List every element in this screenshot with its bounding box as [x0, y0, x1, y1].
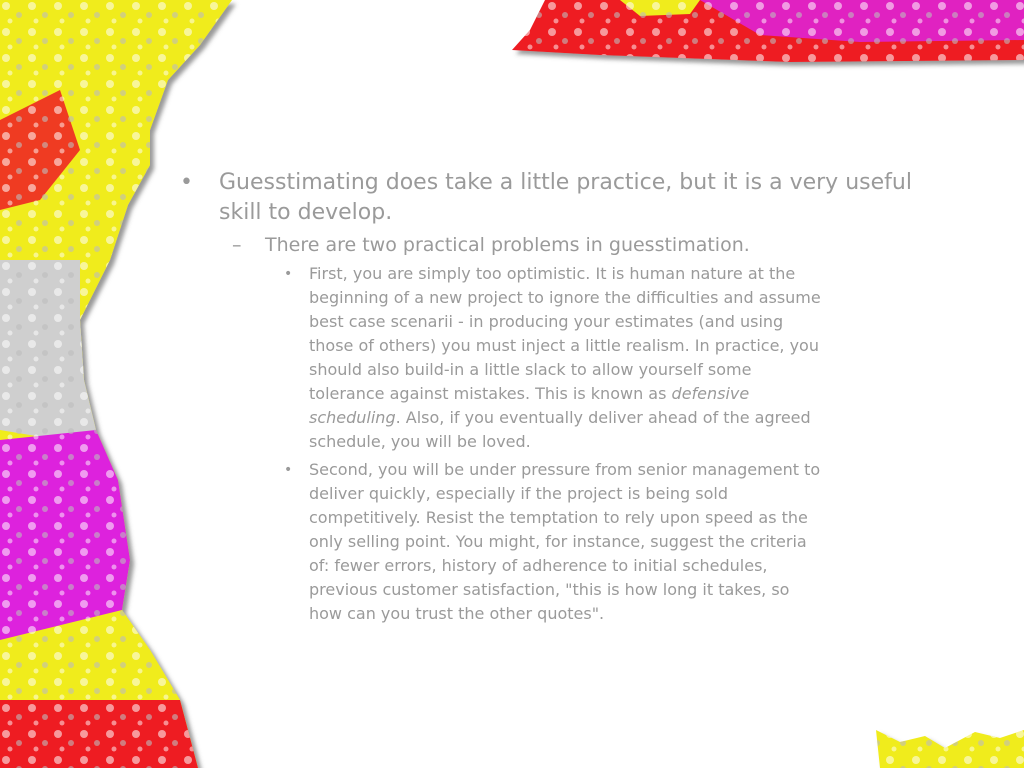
bullet-text: Second, you will be under pressure from senior management to deliver quickly, especially if the project is being sold competitively. Resist the temptation to rely upon speed as the only selling point. You might, for instance, suggest the criteria of: fewer errors, history of adherence to initial schedules, previous customer satisfaction, "this is how long it takes, so how can you trust the other quotes". [309, 460, 821, 623]
bullet-level1 [180, 168, 960, 228]
bottom-right-texture [876, 730, 1024, 768]
bullet-level2 [180, 232, 960, 258]
bullet-text-after: . Also, if you eventually deliver ahead of the agreed schedule, you will be loved. [309, 408, 811, 451]
top-right-texture [512, 0, 1024, 62]
bullet-marker: • [284, 266, 293, 282]
bullet-marker: • [180, 170, 193, 195]
dash-marker: – [232, 234, 242, 256]
bullet-marker: • [284, 462, 293, 478]
bullet-level3-first [180, 262, 824, 454]
bullet-text-before: First, you are simply too optimistic. It is human nature at the beginning of a new project to ignore the difficulties and assume best case scenarii - in producing your estimates (and using those of others) you must inject a little realism. In practice, you should also build-in a little slack to allow yourself some tolerance against mistakes. This is known as [309, 264, 821, 403]
bullet-level3-second [180, 458, 824, 626]
slide-content [180, 168, 960, 626]
emphasis-term: defensive scheduling [309, 384, 750, 427]
bullet-text: Guesstimating does take a little practice, but it is a very useful skill to develop. [219, 170, 912, 225]
bullet-text: There are two practical problems in guesstimation. [265, 234, 750, 256]
